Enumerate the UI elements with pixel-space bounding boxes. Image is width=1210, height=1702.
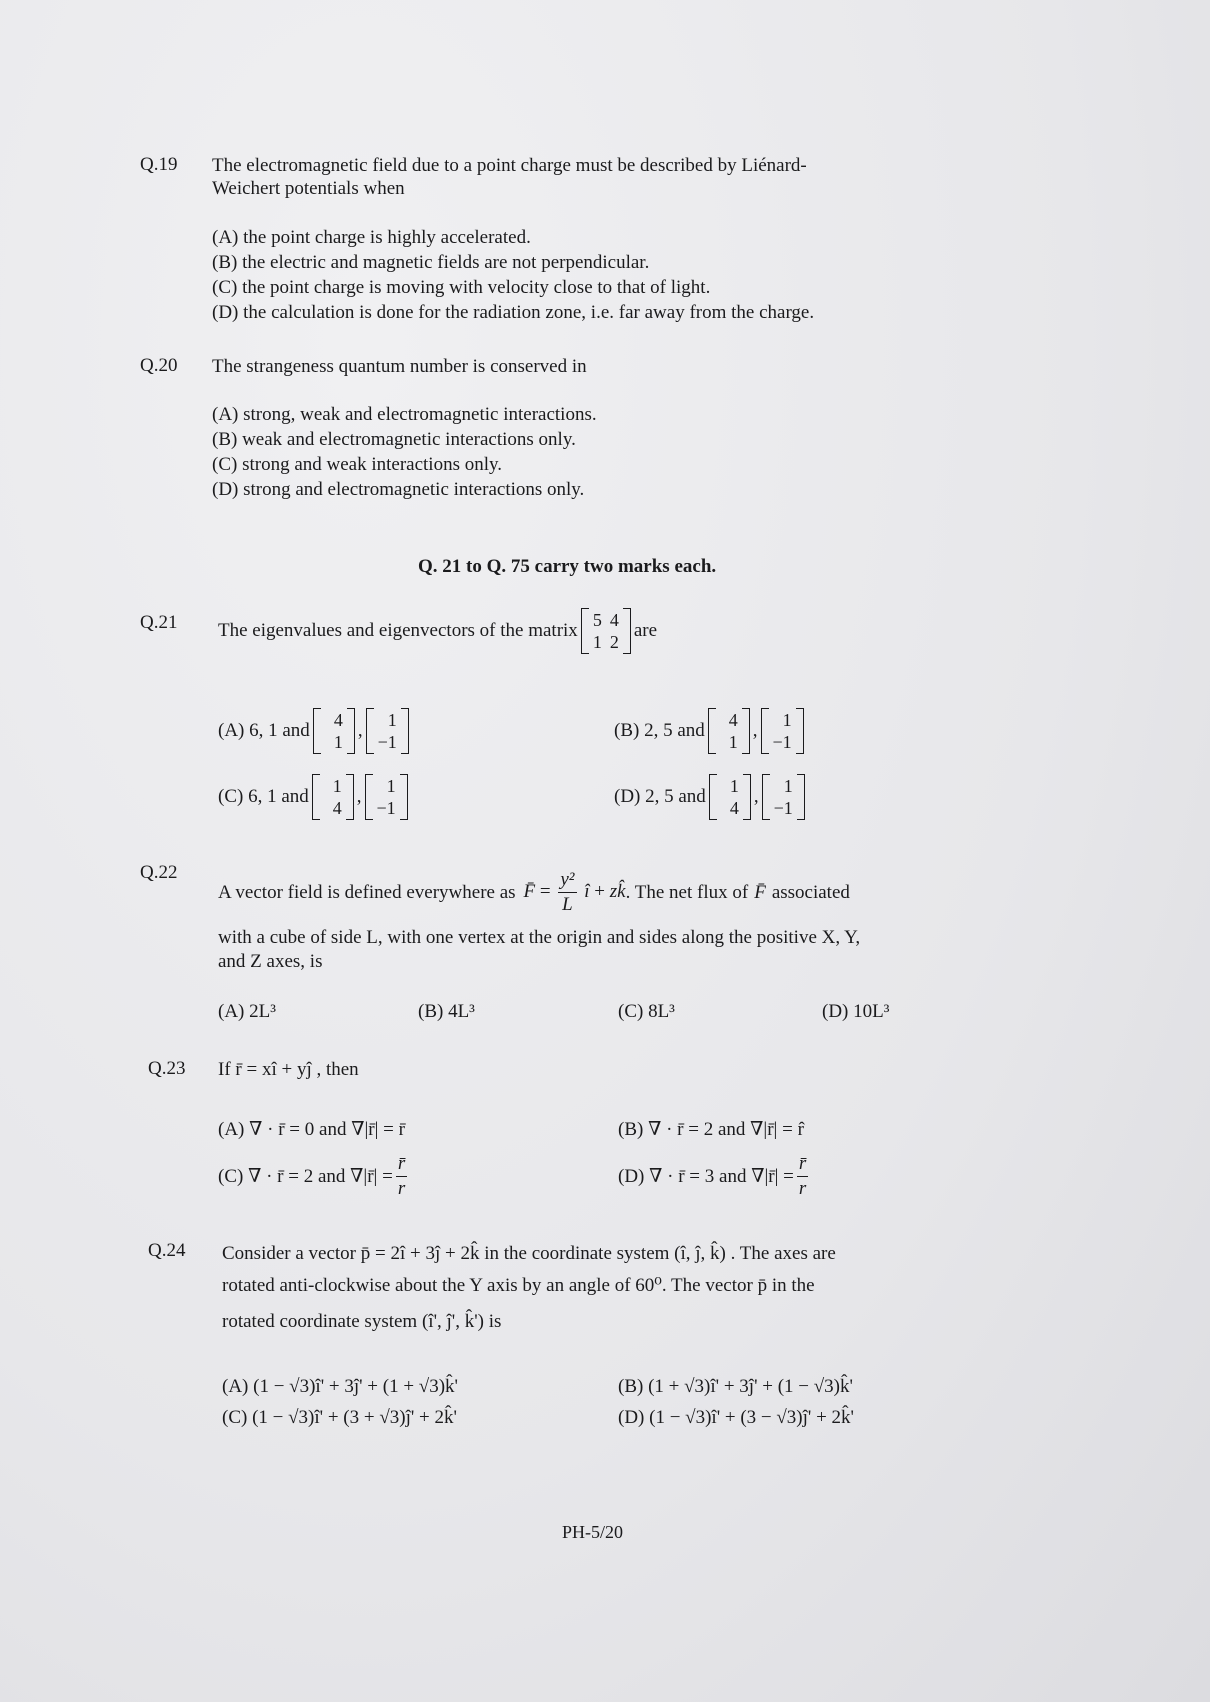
q23-text: If r̄ = xî + yĵ , then bbox=[218, 1059, 359, 1080]
q22-option-a: (A) 2L³ bbox=[218, 1001, 276, 1022]
vector-entry: 4 bbox=[333, 710, 343, 730]
vector-entry: 1 bbox=[729, 776, 739, 796]
q23-option-d-text: (D) ∇̄ · r̄ = 3 and ∇̄|r̄| = bbox=[618, 1165, 794, 1187]
vector-entry: −1 bbox=[773, 798, 793, 818]
q21-option-b: (B) 2, 5 and 4 1 , 1 −1 bbox=[614, 708, 807, 754]
q19-option-b: (B) the electric and magnetic fields are not perpendicular. bbox=[212, 252, 650, 273]
q22-text-line2: with a cube of side L, with one vertex at the origin and sides along the positive X, Y, bbox=[218, 927, 861, 948]
q22-text-part2: . The net flux of bbox=[625, 881, 749, 903]
q20-option-c: (C) strong and weak interactions only. bbox=[212, 454, 503, 475]
matrix-cell: 4 bbox=[609, 610, 619, 630]
q22-number: Q.22 bbox=[140, 862, 178, 883]
q19-option-d: (D) the calculation is done for the radiation zone, i.e. far away from the charge. bbox=[212, 302, 815, 323]
q21-matrix bbox=[581, 608, 631, 654]
q24-option-c: (C) (1 − √3)î' + (3 + √3)ĵ' + 2k̂' bbox=[222, 1407, 457, 1428]
q22-field-expression: F̄ = $\frac{\text{y²}}{L}$ î + zk̂ bbox=[523, 869, 626, 915]
q21-c-vector-2 bbox=[365, 774, 408, 820]
q21-tail: are bbox=[633, 620, 658, 641]
q23-number: Q.23 bbox=[148, 1058, 186, 1079]
q21-d-vector-2 bbox=[762, 774, 805, 820]
q24-option-b: (B) (1 + √3)î' + 3ĵ' + (1 − √3)k̂' bbox=[618, 1376, 853, 1397]
q23-option-a: (A) ∇̄ · r̄ = 0 and ∇̄|r̄| = r̄ bbox=[218, 1119, 405, 1140]
vector-entry: 1 bbox=[783, 776, 793, 796]
q21-a-vector-2 bbox=[366, 708, 409, 754]
q19-text-line2: Weichert potentials when bbox=[212, 178, 405, 199]
vector-entry: 1 bbox=[332, 776, 342, 796]
q22-text-line3: and Z axes, is bbox=[218, 951, 323, 972]
q20-option-d: (D) strong and electromagnetic interactions only. bbox=[212, 479, 585, 500]
q21-b-vector-2 bbox=[761, 708, 804, 754]
q21-option-a-label: (A) 6, 1 and bbox=[218, 720, 310, 741]
q21-option-c-label: (C) 6, 1 and bbox=[218, 786, 309, 807]
q21-option-c: (C) 6, 1 and 1 4 , 1 −1 bbox=[218, 774, 411, 820]
matrix-cell: 5 bbox=[592, 610, 602, 630]
vector-entry: 1 bbox=[782, 710, 792, 730]
q24-number: Q.24 bbox=[148, 1240, 186, 1261]
q24-text-line1: Consider a vector p̄ = 2î + 3ĵ + 2k̂ in the coordinate system (î, ĵ, k̂) . The axes are bbox=[222, 1243, 836, 1264]
q23-option-c-text: (C) ∇̄ · r̄ = 2 and ∇̄|r̄| = bbox=[218, 1165, 393, 1187]
q20-number: Q.20 bbox=[140, 355, 178, 376]
q23-option-d: (D) ∇̄ · r̄ = 3 and ∇̄|r̄| = $\frac{r̄}{r}$ bbox=[618, 1153, 807, 1199]
q21-b-vector-1 bbox=[708, 708, 750, 754]
q20-option-b: (B) weak and electromagnetic interactions only. bbox=[212, 429, 576, 450]
q22-option-c: (C) 8L³ bbox=[618, 1001, 675, 1022]
q19-text-line1: The electromagnetic field due to a point charge must be described by Liénard- bbox=[212, 155, 807, 176]
q21-c-vector-1 bbox=[312, 774, 354, 820]
q24-text-line2: rotated anti-clockwise about the Y axis by an angle of 60⁰. The vector p̄ in the bbox=[222, 1275, 815, 1296]
q22-text-line1: A vector field is defined everywhere as F̄ = $\frac{\text{y²}}{L}$ î + zk̂ . The net flux of F̄ associated bbox=[218, 869, 850, 915]
section-heading: Q. 21 to Q. 75 carry two marks each. bbox=[418, 556, 717, 577]
matrix-cell: 2 bbox=[609, 632, 619, 652]
q21-option-b-label: (B) 2, 5 and bbox=[614, 720, 705, 741]
q21-number: Q.21 bbox=[140, 612, 178, 633]
q19-number: Q.19 bbox=[140, 154, 178, 175]
q22-option-d: (D) 10L³ bbox=[822, 1001, 890, 1022]
q21-text: The eigenvalues and eigenvectors of the matrix bbox=[218, 620, 578, 641]
q21-stem bbox=[218, 608, 657, 654]
vector-entry: −1 bbox=[377, 732, 397, 752]
vector-entry: 1 bbox=[387, 710, 397, 730]
vector-entry: 4 bbox=[332, 798, 342, 818]
q19-option-a: (A) the point charge is highly accelerated. bbox=[212, 227, 531, 248]
vector-entry: 1 bbox=[386, 776, 396, 796]
q24-text-line3: rotated coordinate system (î', ĵ', k̂') is bbox=[222, 1311, 502, 1332]
vector-entry: 4 bbox=[728, 710, 738, 730]
q21-option-a: (A) 6, 1 and 4 1 , 1 −1 bbox=[218, 708, 412, 754]
q22-option-b: (B) 4L³ bbox=[418, 1001, 475, 1022]
vector-entry: 1 bbox=[728, 732, 738, 752]
page-footer: PH-5/20 bbox=[562, 1522, 624, 1542]
q21-a-vector-1 bbox=[313, 708, 355, 754]
vector-entry: 1 bbox=[333, 732, 343, 752]
q22-text-part3: associated bbox=[771, 881, 850, 903]
vector-entry: −1 bbox=[772, 732, 792, 752]
q22-text-part1: A vector field is defined everywhere as bbox=[218, 881, 516, 903]
q20-option-a: (A) strong, weak and electromagnetic interactions. bbox=[212, 404, 597, 425]
q23-option-b: (B) ∇̄ · r̄ = 2 and ∇̄|r̄| = r̂ bbox=[618, 1119, 804, 1140]
q19-option-c: (C) the point charge is moving with velocity close to that of light. bbox=[212, 277, 711, 298]
q23-option-c: (C) ∇̄ · r̄ = 2 and ∇̄|r̄| = $\frac{r̄}{r}$ bbox=[218, 1153, 406, 1199]
vector-entry: −1 bbox=[376, 798, 396, 818]
vector-entry: 4 bbox=[729, 798, 739, 818]
q20-text: The strangeness quantum number is conserved in bbox=[212, 356, 587, 377]
q21-option-d-label: (D) 2, 5 and bbox=[614, 786, 706, 807]
q21-option-d: (D) 2, 5 and 1 4 , 1 −1 bbox=[614, 774, 808, 820]
matrix-cell: 1 bbox=[592, 632, 602, 652]
q24-option-d: (D) (1 − √3)î' + (3 − √3)ĵ' + 2k̂' bbox=[618, 1407, 854, 1428]
q21-d-vector-1 bbox=[709, 774, 751, 820]
q24-option-a: (A) (1 − √3)î' + 3ĵ' + (1 + √3)k̂' bbox=[222, 1376, 458, 1397]
